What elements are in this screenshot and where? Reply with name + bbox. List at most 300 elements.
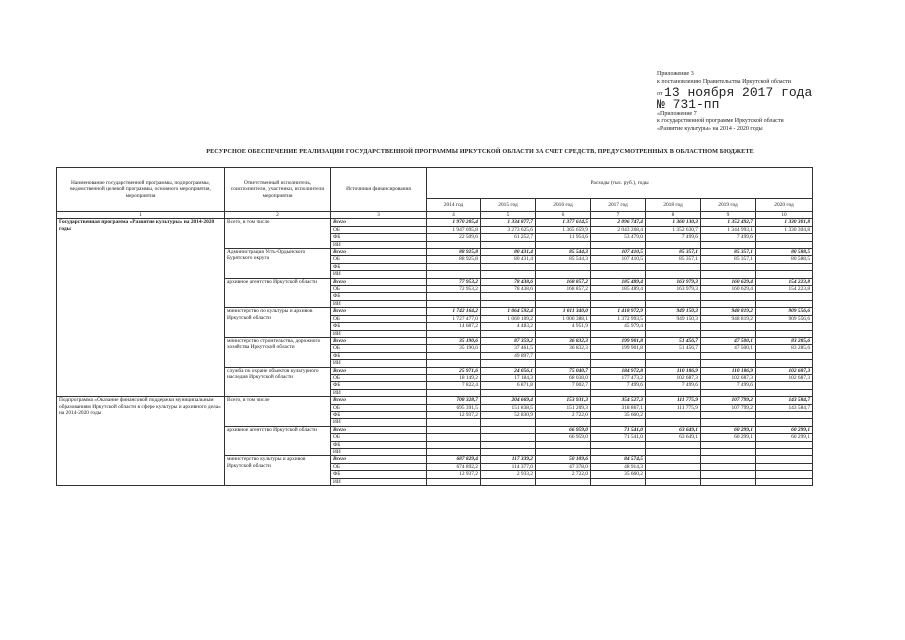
value-cell: 48 914,3	[591, 463, 646, 470]
value-cell: 1 060 109,2	[481, 315, 536, 322]
value-cell: 88 925,8	[427, 256, 481, 263]
column-number: 6	[536, 212, 591, 219]
value-cell: 1 006 388,1	[536, 315, 591, 322]
value-cell: 185 489,4	[591, 286, 646, 293]
executor-cell: Всего, в том числе	[225, 219, 331, 249]
value-cell: 114 377,0	[481, 463, 536, 470]
annex2-line: «Приложение 7	[657, 110, 697, 117]
value-cell	[756, 471, 813, 478]
value-cell: 153 931,3	[536, 397, 591, 404]
value-cell: 47 500,1	[701, 345, 756, 352]
value-cell	[756, 352, 813, 359]
value-cell: 83 285,6	[756, 337, 813, 344]
resolution-line: к постановлению Правительства Иркутской области	[657, 78, 791, 85]
value-cell	[701, 441, 756, 448]
value-cell: 60 299,1	[701, 434, 756, 441]
funding-source-cell: ИИ	[331, 419, 427, 426]
value-cell	[536, 293, 591, 300]
value-cell	[591, 389, 646, 396]
funding-source-cell: ИИ	[331, 449, 427, 456]
value-cell: 14 687,2	[427, 323, 481, 330]
value-cell	[536, 389, 591, 396]
value-cell	[427, 434, 481, 441]
value-cell: 2 933,2	[481, 471, 536, 478]
value-cell: 102 687,3	[701, 374, 756, 381]
value-cell	[701, 419, 756, 426]
funding-source-cell: ИИ	[331, 478, 427, 485]
value-cell: 80 431,4	[481, 249, 536, 256]
value-cell: 163 979,3	[646, 286, 701, 293]
value-cell	[646, 478, 701, 485]
value-cell: 107 410,5	[591, 256, 646, 263]
value-cell	[481, 434, 536, 441]
value-cell: 143 584,7	[756, 404, 813, 411]
executor-cell: архивное агентство Иркутской области	[225, 278, 331, 308]
funding-source-cell: ФБ	[331, 263, 427, 270]
value-cell: 63 649,1	[646, 426, 701, 433]
funding-source-cell: Всего	[331, 278, 427, 285]
value-cell	[701, 293, 756, 300]
value-cell: 47 378,0	[536, 463, 591, 470]
value-cell	[701, 300, 756, 307]
value-cell	[481, 263, 536, 270]
funding-source-cell: ОБ	[331, 315, 427, 322]
value-cell: 2 096 747,4	[591, 219, 646, 226]
funding-source-cell: ФБ	[331, 411, 427, 418]
value-cell: 53 479,0	[591, 234, 646, 241]
value-cell	[646, 293, 701, 300]
value-cell: 24 056,1	[481, 367, 536, 374]
value-cell: 1 344 993,1	[701, 226, 756, 233]
value-cell: 168 857,2	[536, 278, 591, 285]
value-cell: 75 040,7	[536, 367, 591, 374]
program-name-cell: Подпрограмма «Оказание финансовой поддержки муниципальным образованиям Иркутской области в сфере культуры и архивного дела» на 2014-2020 годы	[57, 397, 225, 486]
value-cell	[646, 360, 701, 367]
value-cell	[481, 293, 536, 300]
column-number: 1	[57, 212, 225, 219]
value-cell: 25 971,6	[427, 367, 481, 374]
value-cell	[646, 241, 701, 248]
value-cell: 18 149,2	[427, 374, 481, 381]
funding-source-cell: Всего	[331, 308, 427, 315]
value-cell	[481, 419, 536, 426]
funding-source-cell: ОБ	[331, 345, 427, 352]
value-cell: 66 959,0	[536, 434, 591, 441]
value-cell: 2 043 268,4	[591, 226, 646, 233]
executor-cell: Администрация Усть-Ордынского Бурятского округа	[225, 249, 331, 279]
year-header: 2020 год	[756, 199, 813, 212]
value-cell	[646, 463, 701, 470]
value-cell	[646, 263, 701, 270]
funding-source-cell: ОБ	[331, 434, 427, 441]
value-cell	[756, 449, 813, 456]
value-cell: 7 499,6	[591, 382, 646, 389]
value-cell: 1 334 877,7	[481, 219, 536, 226]
value-cell	[756, 271, 813, 278]
year-header: 2019 год	[701, 199, 756, 212]
value-cell	[756, 263, 813, 270]
value-cell: 61 252,7	[481, 234, 536, 241]
value-cell: 85 357,1	[701, 249, 756, 256]
value-cell: 50 109,6	[536, 456, 591, 463]
value-cell: 47 500,1	[701, 337, 756, 344]
value-cell: 674 892,2	[427, 463, 481, 470]
value-cell: 83 285,6	[756, 345, 813, 352]
value-cell	[756, 300, 813, 307]
value-cell: 35 190,6	[427, 345, 481, 352]
value-cell: 85 357,1	[646, 256, 701, 263]
value-cell: 4 483,2	[481, 323, 536, 330]
value-cell: 22 509,6	[427, 234, 481, 241]
column-number: 9	[701, 212, 756, 219]
document-header	[657, 71, 877, 133]
value-cell: 160 629,4	[701, 286, 756, 293]
value-cell: 45 979,4	[591, 323, 646, 330]
value-cell: 68 038,0	[536, 374, 591, 381]
value-cell	[536, 241, 591, 248]
value-cell	[756, 441, 813, 448]
column-number: 3	[331, 212, 427, 219]
value-cell: 36 832,3	[536, 337, 591, 344]
value-cell: 72 953,2	[427, 286, 481, 293]
value-cell: 78 438,6	[481, 286, 536, 293]
value-cell: 110 186,9	[646, 367, 701, 374]
date-prefix: от	[657, 91, 663, 97]
year-header: 2015 год	[481, 199, 536, 212]
value-cell	[701, 352, 756, 359]
value-cell	[701, 323, 756, 330]
value-cell	[591, 352, 646, 359]
value-cell	[481, 271, 536, 278]
program-line-1: к государственной программе Иркутской области	[657, 118, 784, 124]
value-cell: 1 064 592,4	[481, 308, 536, 315]
value-cell	[536, 419, 591, 426]
column-number: 2	[225, 212, 331, 219]
value-cell: 85 357,1	[646, 249, 701, 256]
value-cell	[756, 463, 813, 470]
value-cell	[481, 426, 536, 433]
value-cell	[646, 271, 701, 278]
value-cell: 36 832,3	[536, 345, 591, 352]
value-cell: 52 830,9	[481, 411, 536, 418]
value-cell	[427, 293, 481, 300]
value-cell: 1 727 477,0	[427, 315, 481, 322]
column-number: 8	[646, 212, 701, 219]
value-cell: 111 775,9	[646, 397, 701, 404]
value-cell	[701, 263, 756, 270]
value-cell	[591, 441, 646, 448]
value-cell	[481, 241, 536, 248]
value-cell	[756, 411, 813, 418]
value-cell	[481, 300, 536, 307]
value-cell	[646, 300, 701, 307]
value-cell: 687 829,4	[427, 456, 481, 463]
value-cell: 185 489,4	[591, 278, 646, 285]
value-cell	[701, 449, 756, 456]
value-cell	[427, 300, 481, 307]
value-cell: 7 822,4	[427, 382, 481, 389]
value-cell: 909 556,6	[756, 315, 813, 322]
value-cell	[536, 441, 591, 448]
value-cell: 695 391,5	[427, 404, 481, 411]
header-executor: Ответственный исполнитель, соисполнители, участники, исполнители мероприятия	[225, 168, 331, 212]
program-name-cell: Государственная программа «Развитие культуры» на 2014-2020 годы	[57, 219, 225, 397]
value-cell	[427, 419, 481, 426]
value-cell: 4 951,9	[536, 323, 591, 330]
date-line	[657, 86, 877, 99]
executor-cell: архивное агентство Иркутской области	[225, 426, 331, 456]
value-cell	[646, 411, 701, 418]
value-cell	[481, 449, 536, 456]
value-cell	[536, 449, 591, 456]
value-cell	[481, 360, 536, 367]
value-cell: 168 857,2	[536, 286, 591, 293]
value-cell	[701, 330, 756, 337]
executor-cell: служба по охране объектов культурного наследия Иркутской области	[225, 367, 331, 397]
value-cell: 37 461,5	[481, 345, 536, 352]
value-cell: 77 953,2	[427, 278, 481, 285]
value-cell	[756, 456, 813, 463]
value-cell	[427, 426, 481, 433]
funding-source-cell: ИИ	[331, 241, 427, 248]
value-cell: 85 357,1	[701, 256, 756, 263]
value-cell: 948 819,2	[701, 315, 756, 322]
column-number-row	[57, 212, 813, 219]
value-cell	[427, 263, 481, 270]
value-cell: 85 544,3	[536, 249, 591, 256]
year-header: 2018 год	[646, 199, 701, 212]
document-title: РЕСУРСНОЕ ОБЕСПЕЧЕНИЕ РЕАЛИЗАЦИИ ГОСУДАРСТВЕННОЙ ПРОГРАММЫ ИРКУТСКОЙ ОБЛАСТИ ЗА СЧЕТ СРЕДСТВ, ПРЕДУСМОТРЕННЫХ В ОБЛАСТНОМ БЮДЖЕТЕ	[206, 148, 754, 155]
value-cell: 154 223,8	[756, 286, 813, 293]
value-cell	[701, 411, 756, 418]
funding-source-cell: ФБ	[331, 382, 427, 389]
value-cell	[756, 241, 813, 248]
value-cell: 102 687,3	[756, 374, 813, 381]
value-cell	[427, 441, 481, 448]
value-cell	[646, 323, 701, 330]
value-cell	[591, 263, 646, 270]
value-cell: 1 742 164,2	[427, 308, 481, 315]
funding-source-cell: ФБ	[331, 352, 427, 359]
value-cell: 2 722,0	[536, 471, 591, 478]
value-cell: 6 871,8	[481, 382, 536, 389]
value-cell: 84 574,5	[591, 456, 646, 463]
funding-source-cell: Всего	[331, 456, 427, 463]
value-cell	[427, 271, 481, 278]
value-cell: 151 838,5	[481, 404, 536, 411]
executor-cell: министерство культуры и архивов Иркутской области	[225, 456, 331, 486]
funding-source-cell: ФБ	[331, 441, 427, 448]
funding-source-cell: ФБ	[331, 234, 427, 241]
funding-source-cell: ОБ	[331, 463, 427, 470]
value-cell	[481, 330, 536, 337]
value-cell	[646, 330, 701, 337]
value-cell: 80 431,4	[481, 256, 536, 263]
value-cell	[481, 478, 536, 485]
value-cell: 85 544,3	[536, 256, 591, 263]
funding-source-cell: ИИ	[331, 389, 427, 396]
number-text: № 731-пп	[657, 96, 720, 112]
value-cell	[536, 352, 591, 359]
header-name: Наименование государственной программы, подпрограммы, ведомственной целевой программы, основного мероприятия, мероприятия	[57, 168, 225, 212]
value-cell: 7 499,6	[646, 234, 701, 241]
value-cell: 143 584,7	[756, 397, 813, 404]
value-cell: 110 186,9	[701, 367, 756, 374]
value-cell	[536, 263, 591, 270]
value-cell	[427, 330, 481, 337]
date-text: 13 ноября 2017 года	[664, 85, 813, 100]
column-number: 4	[427, 212, 481, 219]
executor-cell: министерство строительства, дорожного хозяйства Иркутской области	[225, 337, 331, 367]
value-cell: 60 299,1	[756, 434, 813, 441]
funding-source-cell: Всего	[331, 219, 427, 226]
value-cell	[756, 419, 813, 426]
column-number: 5	[481, 212, 536, 219]
value-cell	[427, 360, 481, 367]
value-cell	[756, 330, 813, 337]
value-cell: 1 352 630,7	[646, 226, 701, 233]
value-cell	[701, 241, 756, 248]
value-cell: 66 959,0	[536, 426, 591, 433]
funding-source-cell: ИИ	[331, 330, 427, 337]
executor-cell: Всего, в том числе	[225, 397, 331, 427]
value-cell	[646, 441, 701, 448]
year-header: 2014 год	[427, 199, 481, 212]
value-cell: 163 979,3	[646, 278, 701, 285]
funding-source-cell: ИИ	[331, 271, 427, 278]
value-cell: 1 372 993,5	[591, 315, 646, 322]
funding-source-cell: Всего	[331, 367, 427, 374]
table-body	[57, 219, 813, 486]
value-cell: 35 660,2	[591, 471, 646, 478]
value-cell	[756, 360, 813, 367]
value-cell: 354 527,3	[591, 397, 646, 404]
value-cell: 71 541,0	[591, 426, 646, 433]
program-line-2: «Развитие культуры» на 2014 - 2020 годы	[657, 125, 763, 132]
value-cell	[536, 330, 591, 337]
value-cell	[701, 271, 756, 278]
value-cell: 49 897,7	[481, 352, 536, 359]
funding-source-cell: ИИ	[331, 300, 427, 307]
value-cell	[701, 478, 756, 485]
value-cell	[427, 449, 481, 456]
value-cell: 948 819,2	[701, 308, 756, 315]
value-cell	[591, 271, 646, 278]
value-cell: 51 456,7	[646, 337, 701, 344]
value-cell	[756, 323, 813, 330]
value-cell: 51 456,7	[646, 345, 701, 352]
value-cell: 1 947 695,8	[427, 226, 481, 233]
value-cell: 1 360 130,3	[646, 219, 701, 226]
value-cell: 80 588,5	[756, 249, 813, 256]
funding-source-cell: ОБ	[331, 374, 427, 381]
funding-source-cell: Всего	[331, 397, 427, 404]
funding-source-cell: Всего	[331, 426, 427, 433]
value-cell	[756, 382, 813, 389]
value-cell	[427, 478, 481, 485]
value-cell	[701, 389, 756, 396]
column-number: 7	[591, 212, 646, 219]
value-cell: 199 901,8	[591, 345, 646, 352]
value-cell: 7 499,6	[701, 382, 756, 389]
value-cell: 949 150,3	[646, 315, 701, 322]
table-row	[57, 397, 813, 404]
year-header: 2016 год	[536, 199, 591, 212]
value-cell	[756, 478, 813, 485]
value-cell: 7 002,7	[536, 382, 591, 389]
value-cell	[427, 352, 481, 359]
funding-source-cell: Всего	[331, 249, 427, 256]
value-cell: 35 190,6	[427, 337, 481, 344]
funding-source-cell: ФБ	[331, 471, 427, 478]
funding-source-cell: ФБ	[331, 293, 427, 300]
header-expenses: Расходы (тыс. руб.), годы	[427, 168, 813, 199]
value-cell: 87 359,2	[481, 337, 536, 344]
value-cell	[591, 293, 646, 300]
value-cell: 102 687,3	[646, 374, 701, 381]
value-cell: 1 418 972,9	[591, 308, 646, 315]
value-cell: 708 328,7	[427, 397, 481, 404]
value-cell	[591, 330, 646, 337]
value-cell	[756, 234, 813, 241]
value-cell	[591, 449, 646, 456]
value-cell	[481, 441, 536, 448]
value-cell: 1 011 340,0	[536, 308, 591, 315]
year-header: 2017 год	[591, 199, 646, 212]
value-cell	[646, 419, 701, 426]
value-cell: 160 629,4	[701, 278, 756, 285]
value-cell	[591, 360, 646, 367]
value-cell: 12 937,2	[427, 471, 481, 478]
value-cell: 318 867,1	[591, 404, 646, 411]
value-cell: 2 722,0	[536, 411, 591, 418]
funding-source-cell: ОБ	[331, 226, 427, 233]
value-cell: 1 330 301,8	[756, 219, 813, 226]
funding-source-cell: ОБ	[331, 404, 427, 411]
value-cell: 63 649,1	[646, 434, 701, 441]
funding-source-cell: ОБ	[331, 256, 427, 263]
value-cell: 7 499,6	[701, 234, 756, 241]
value-cell	[591, 478, 646, 485]
value-cell: 71 541,0	[591, 434, 646, 441]
value-cell	[701, 471, 756, 478]
value-cell: 204 669,4	[481, 397, 536, 404]
value-cell: 151 209,3	[536, 404, 591, 411]
value-cell: 1 365 659,9	[536, 226, 591, 233]
header-source: Источники финансирования	[331, 168, 427, 212]
value-cell	[591, 419, 646, 426]
value-cell: 107 799,2	[701, 397, 756, 404]
value-cell	[701, 456, 756, 463]
value-cell	[591, 241, 646, 248]
value-cell: 3 273 625,6	[481, 226, 536, 233]
value-cell: 88 925,8	[427, 249, 481, 256]
value-cell: 107 799,2	[701, 404, 756, 411]
table-row	[57, 219, 813, 226]
value-cell	[756, 389, 813, 396]
value-cell: 35 660,2	[591, 411, 646, 418]
funding-source-cell: ФБ	[331, 323, 427, 330]
value-cell	[427, 241, 481, 248]
value-cell	[646, 471, 701, 478]
value-cell	[481, 389, 536, 396]
value-cell: 60 299,1	[756, 426, 813, 433]
resource-table	[56, 167, 813, 486]
value-cell: 11 954,6	[536, 234, 591, 241]
value-cell: 199 901,8	[591, 337, 646, 344]
value-cell	[646, 389, 701, 396]
funding-source-cell: ОБ	[331, 286, 427, 293]
